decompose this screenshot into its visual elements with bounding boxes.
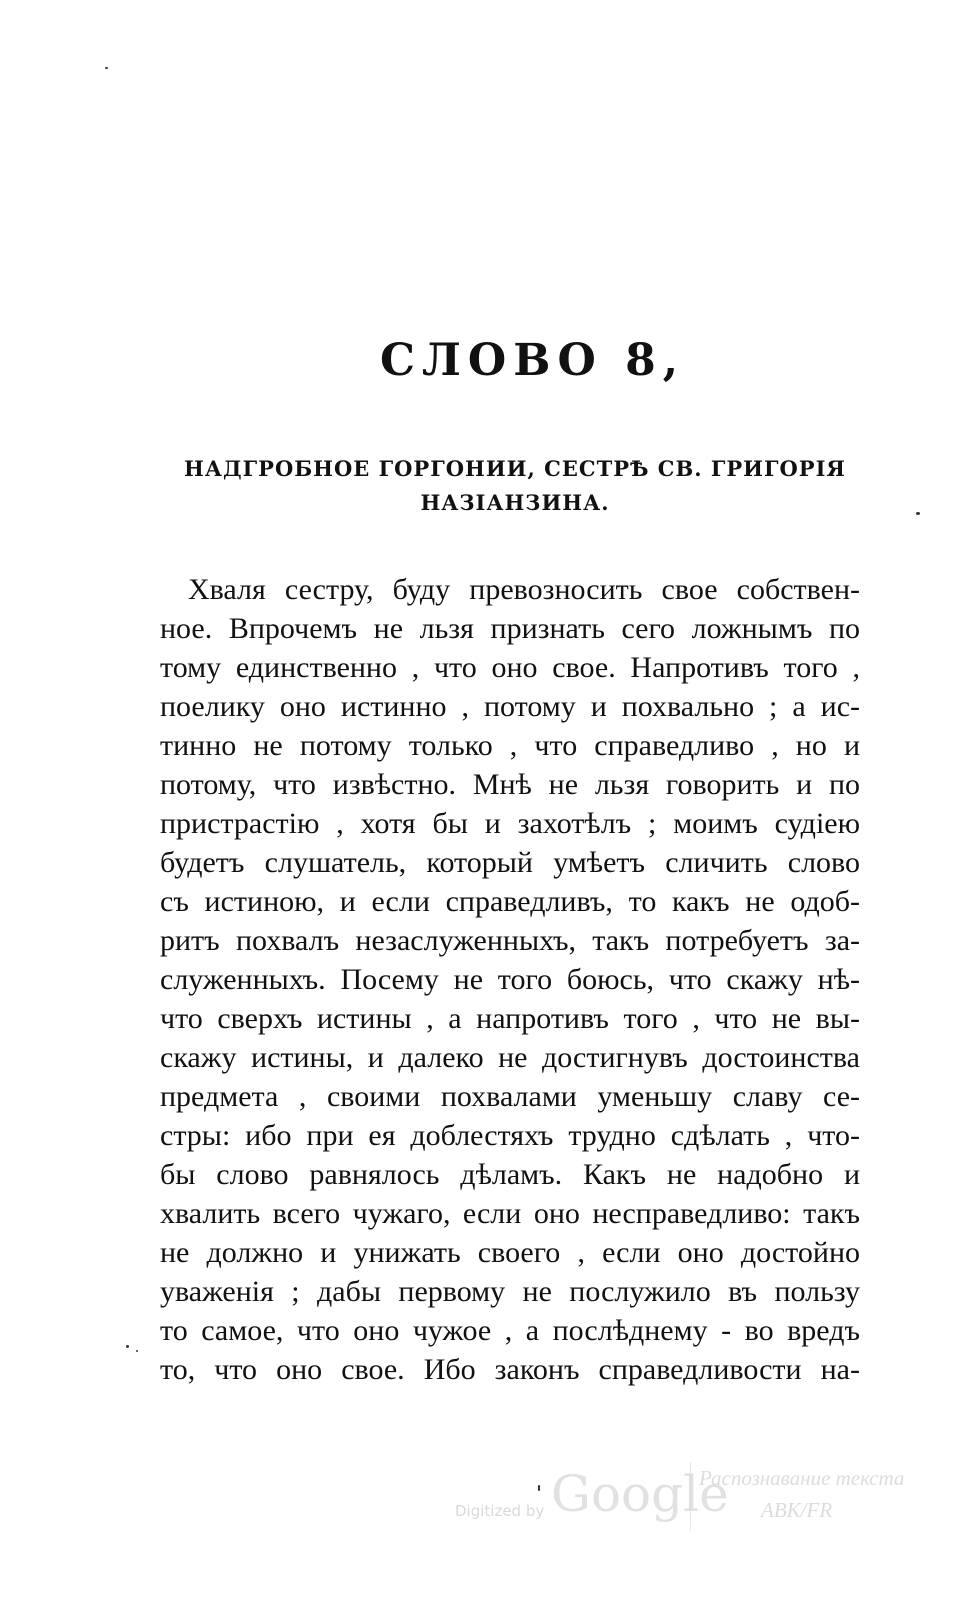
text-line: поелику оно истинно , потому и похвально ; а ис- [160,690,860,723]
text-line: бы слово равнялось дѣламъ. Какъ не надобно и [160,1158,860,1191]
text-line: тинно не потому только , что справедливо , но и [160,729,860,762]
text-line: то самое, что оно чужое , а послѣднему - во вредъ [160,1314,860,1347]
text-line: что сверхъ истины , а напротивъ того , что не вы- [160,1002,860,1035]
text-line: пристрастію , хотя бы и захотѣлъ ; моимъ судіею [160,807,860,840]
text-line: ное. Впрочемъ не льзя признать сего ложнымъ по [160,612,860,645]
text-line: не должно и унижать своего , если оно достойно [160,1236,860,1269]
text-line: съ истиною, и если справедливъ, то какъ не одоб- [160,885,860,918]
subtitle-line: НАДГРОБНОЕ ГОРГОНИИ, СЕСТРѢ СВ. ГРИГОРІЯ [184,456,846,481]
text-line: то, что оно свое. Ибо законъ справедливости на- [160,1353,860,1386]
text-line: Хваля сестру, буду превозносить свое собствен- [188,573,860,606]
chapter-heading: СЛОВО 8, [380,335,686,386]
chapter-subtitle [150,452,880,520]
scan-speck [136,1350,138,1352]
scan-speck [916,512,920,515]
scan-speck [126,1345,129,1348]
text-line: ритъ похвалъ незаслуженныхъ, такъ потребуетъ за- [160,924,860,957]
text-line: скажу истины, и далеко не достигнувъ достоинства [160,1041,860,1074]
text-line: служенныхъ. Посему не того боюсь, что скажу нѣ- [160,963,860,996]
digitized-by-label: Digitized by [455,1502,545,1520]
text-line: потому, что извѣстно. Мнѣ не льзя говорить и по [160,768,860,801]
text-line: тому единственно , что оно свое. Напротивъ того , [160,651,860,684]
text-line: будетъ слушатель, который умѣетъ сличить слово [160,846,860,879]
body-paragraph [160,570,860,1389]
google-watermark [455,1465,729,1545]
ocr-label: Распознавание текста [699,1466,905,1490]
text-line: стры: ибо при ея доблестяхъ трудно сдѣлать , что- [160,1119,860,1152]
ocr-signature: ABK/FR [761,1498,833,1522]
scan-speck [105,67,108,69]
text-line: предмета , своими похвалами уменьшу славу се- [160,1080,860,1113]
google-logo: Google [551,1465,729,1523]
text-line: уваженія ; дабы первому не послужило въ пользу [160,1275,860,1308]
subtitle-line: НАЗІАНЗИНА. [420,490,610,515]
ocr-watermark [690,1462,951,1532]
text-line: хвалить всего чужаго, если оно несправедливо: такъ [160,1197,860,1230]
